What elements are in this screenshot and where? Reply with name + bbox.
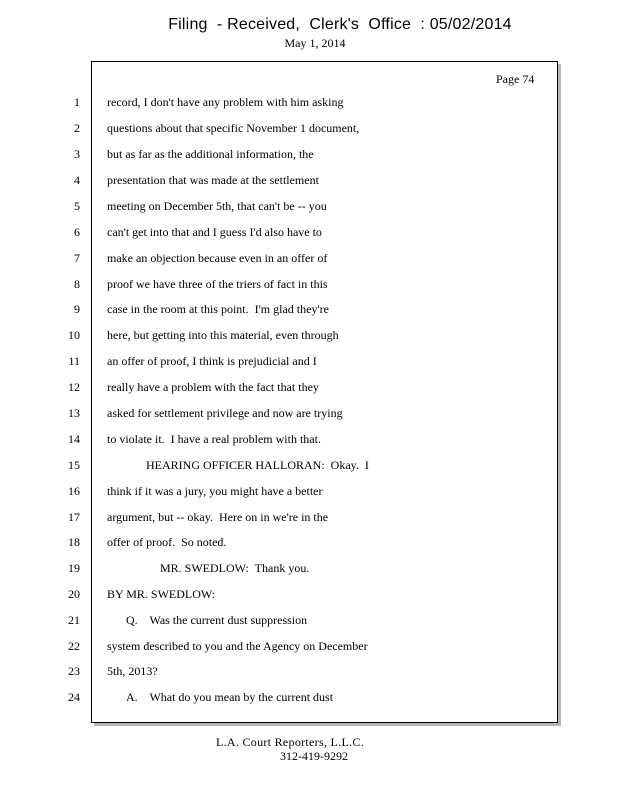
transcript-line: meeting on December 5th, that can't be -- you bbox=[107, 199, 327, 213]
transcript-line: here, but getting into this material, even through bbox=[107, 328, 339, 342]
reporter-company: L.A. Court Reporters, L.L.C. bbox=[215, 735, 365, 749]
line-number: 1 bbox=[74, 95, 80, 109]
line-number: 2 bbox=[74, 121, 80, 135]
line-number: 6 bbox=[74, 225, 80, 239]
filing-stamp: Filing - Received, Clerk's Office : 05/02/2014 bbox=[168, 16, 512, 33]
line-number: 7 bbox=[74, 251, 80, 265]
line-number: 3 bbox=[74, 147, 80, 161]
transcript-line: an offer of proof, I think is prejudicial and I bbox=[107, 354, 317, 368]
transcript-line: MR. SWEDLOW: Thank you. bbox=[160, 561, 310, 575]
transcript-line: Q. Was the current dust suppression bbox=[126, 613, 308, 627]
line-number: 22 bbox=[68, 639, 80, 653]
line-number: 19 bbox=[68, 561, 80, 575]
reporter-phone: 312-419-9292 bbox=[280, 749, 348, 763]
line-number: 23 bbox=[68, 664, 80, 678]
transcript-line: argument, but -- okay. Here on in we're in the bbox=[107, 510, 329, 524]
transcript-line: presentation that was made at the settlement bbox=[107, 173, 319, 187]
transcript-line: 5th, 2013? bbox=[107, 664, 158, 678]
transcript-line: but as far as the additional information, the bbox=[107, 147, 314, 161]
line-number: 4 bbox=[74, 173, 80, 187]
line-number: 13 bbox=[68, 406, 80, 420]
transcript-line: offer of proof. So noted. bbox=[107, 535, 227, 549]
line-number: 12 bbox=[68, 380, 80, 394]
line-number: 10 bbox=[68, 328, 80, 342]
transcript-line: system described to you and the Agency on December bbox=[107, 639, 368, 653]
line-number: 17 bbox=[68, 510, 80, 524]
transcript-line: think if it was a jury, you might have a better bbox=[107, 484, 323, 498]
line-number: 24 bbox=[68, 690, 80, 704]
line-number: 16 bbox=[68, 484, 80, 498]
transcript-line: really have a problem with the fact that they bbox=[107, 380, 319, 394]
transcript-line: make an objection because even in an offer of bbox=[107, 251, 328, 265]
transcript-line: to violate it. I have a real problem with that. bbox=[107, 432, 321, 446]
line-number: 15 bbox=[68, 458, 80, 472]
transcript-line: asked for settlement privilege and now are trying bbox=[107, 406, 343, 420]
line-number: 18 bbox=[68, 535, 80, 549]
transcript-line: questions about that specific November 1 document, bbox=[107, 121, 360, 135]
transcript-date: May 1, 2014 bbox=[284, 36, 346, 50]
page-number: Page 74 bbox=[496, 72, 535, 86]
transcript-line: can't get into that and I guess I'd also have to bbox=[107, 225, 322, 239]
line-number: 14 bbox=[68, 432, 80, 446]
line-number: 21 bbox=[68, 613, 80, 627]
transcript-line: BY MR. SWEDLOW: bbox=[107, 587, 216, 601]
transcript-line: HEARING OFFICER HALLORAN: Okay. I bbox=[146, 458, 369, 472]
transcript-line: case in the room at this point. I'm glad they're bbox=[107, 302, 329, 316]
transcript-line: proof we have three of the triers of fact in this bbox=[107, 277, 328, 291]
line-number: 8 bbox=[74, 277, 80, 291]
transcript-line: record, I don't have any problem with him asking bbox=[107, 95, 344, 109]
line-number: 5 bbox=[74, 199, 80, 213]
line-number: 9 bbox=[74, 302, 80, 316]
line-number: 11 bbox=[68, 354, 80, 368]
line-number: 20 bbox=[68, 587, 80, 601]
transcript-line: A. What do you mean by the current dust bbox=[126, 690, 334, 704]
